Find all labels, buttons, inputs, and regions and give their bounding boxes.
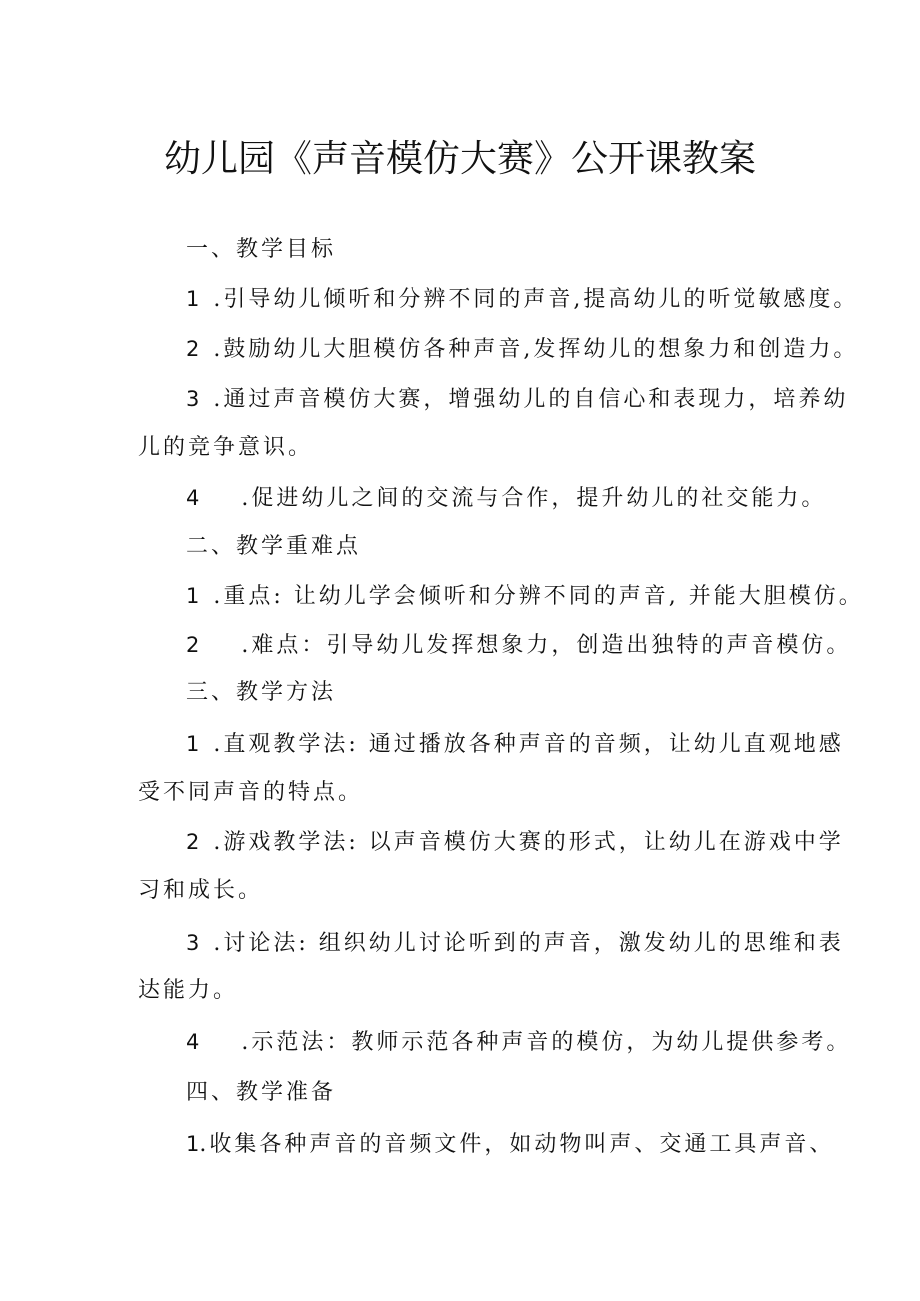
item-number: 2	[186, 337, 200, 361]
key-point-item-1	[186, 581, 864, 612]
goal-item-3-continued: 儿的竞争意识。	[138, 435, 314, 460]
method-item-1-continued: 受不同声音的特点。	[138, 780, 364, 805]
method-item-2	[186, 827, 844, 858]
item-text: .示范法：教师示范各种声音的模仿，为幼儿提供参考。	[241, 1030, 852, 1055]
section-heading-goals: 一、教学目标	[186, 237, 337, 262]
preparation-item-1	[186, 1129, 834, 1160]
method-item-3-continued: 达能力。	[138, 978, 239, 1003]
method-item-1	[186, 729, 844, 760]
item-number: 3	[186, 931, 200, 955]
method-item-3	[186, 928, 844, 959]
goal-item-3	[186, 384, 848, 415]
item-text: .直观教学法: 通过播放各种声音的音频，让幼儿直观地感	[213, 732, 844, 757]
item-number: 1	[186, 732, 200, 756]
item-number: 1	[186, 287, 200, 311]
item-number: 3	[186, 387, 200, 411]
item-number: 1	[186, 1132, 200, 1156]
key-point-item-2	[186, 630, 851, 661]
item-number: 4	[186, 486, 200, 510]
item-number: 1	[186, 584, 200, 608]
item-number: 2	[186, 830, 200, 854]
item-text: .通过声音模仿大赛，增强幼儿的自信心和表现力，培养幼	[213, 387, 849, 412]
item-text: .收集各种声音的音频文件，如动物叫声、交通工具声音、	[199, 1132, 835, 1157]
item-text: .促进幼儿之间的交流与合作，提升幼儿的社交能力。	[241, 486, 827, 511]
item-number: 4	[186, 1030, 200, 1054]
goal-item-4	[186, 483, 826, 514]
goal-item-2	[186, 334, 858, 365]
item-text: .讨论法: 组织幼儿讨论听到的声音，激发幼儿的思维和表	[213, 931, 844, 956]
section-heading-methods: 三、教学方法	[186, 680, 337, 705]
item-text: .重点: 让幼儿学会倾听和分辨不同的声音, 并能大胆模仿。	[213, 584, 864, 609]
method-item-2-continued: 习和成长。	[138, 878, 264, 903]
section-heading-preparation: 四、教学准备	[186, 1080, 337, 1105]
item-text: .鼓励幼儿大胆模仿各种声音,发挥幼儿的想象力和创造力。	[213, 337, 859, 362]
section-heading-key-points: 二、教学重难点	[186, 534, 362, 559]
goal-item-1	[186, 284, 858, 315]
item-text: .游戏教学法: 以声音模仿大赛的形式，让幼儿在游戏中学	[213, 830, 844, 855]
item-number: 2	[186, 633, 200, 657]
page-title: 幼儿园《声音模仿大赛》公开课教案	[164, 137, 756, 180]
item-text: .引导幼儿倾听和分辨不同的声音,提高幼儿的听觉敏感度。	[213, 287, 859, 312]
item-text: .难点：引导幼儿发挥想象力，创造出独特的声音模仿。	[241, 633, 852, 658]
method-item-4	[186, 1027, 851, 1058]
